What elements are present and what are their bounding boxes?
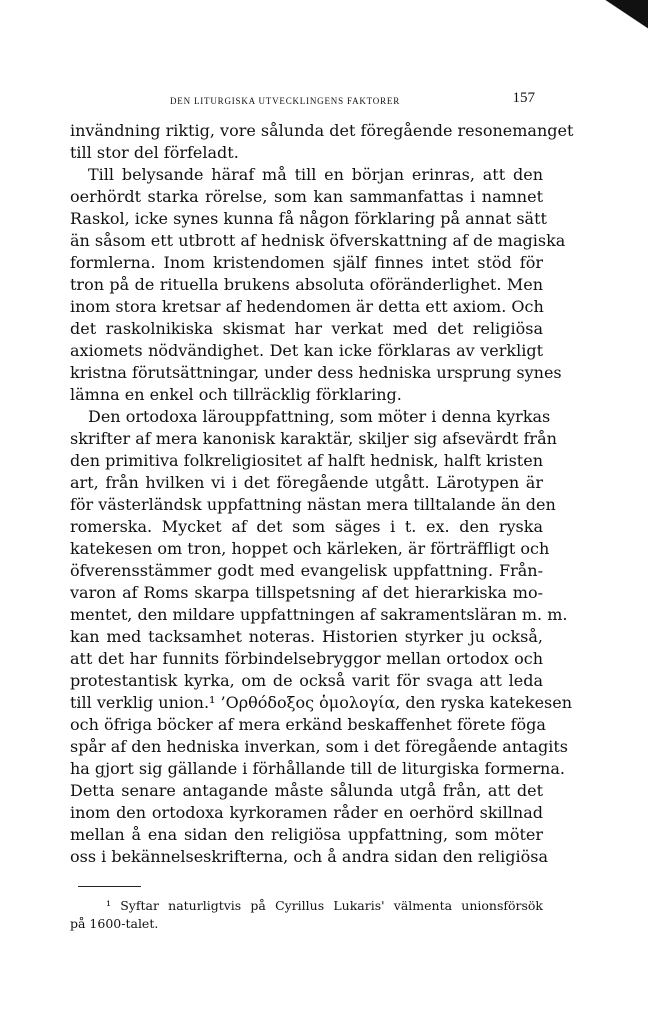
- text-line: romerska. Mycket af det som säges i t. ex. den ryska: [70, 517, 543, 536]
- text-line: till verklig union.¹ ’Ορθόδοξος ὁμολογία, den ryska katekesen: [70, 693, 573, 712]
- text-line: ha gjort sig gällande i förhållande till de liturgiska formerna.: [70, 759, 565, 778]
- text-line: formlerna. Inom kristendomen själf finnes intet stöd för: [70, 253, 543, 272]
- text-line: Till belysande häraf må till en början erinras, att den: [88, 165, 543, 184]
- text-line: mentet, den mildare uppfattningen af sakramentsläran m. m.: [70, 605, 568, 624]
- text-line: spår af den hedniska inverkan, som i det föregående antagits: [70, 737, 568, 756]
- text-line: katekesen om tron, hoppet och kärleken, är förträffligt och: [70, 539, 550, 558]
- text-line: och öfriga böcker af mera erkänd beskaffenhet förete föga: [70, 715, 546, 734]
- text-line: den primitiva folkreligiositet af halft hednisk, halft kristen: [70, 451, 543, 470]
- text-line: Detta senare antagande måste sålunda utgå från, att det: [70, 781, 543, 800]
- text-line: varon af Roms skarpa tillspetsning af det hierarkiska mo-: [70, 583, 543, 602]
- footnote: [70, 897, 543, 933]
- text-line: oss i bekännelseskrifterna, och å andra sidan den religiösa: [70, 847, 548, 866]
- text-line: inom den ortodoxa kyrkoramen råder en oerhörd skillnad: [70, 803, 543, 822]
- text-line: invändning riktig, vore sålunda det föregående resonemanget: [70, 121, 574, 140]
- book-page: [70, 90, 574, 933]
- text-line: skrifter af mera kanonisk karaktär, skiljer sig afsevärdt från: [70, 429, 557, 448]
- text-line: lämna en enkel och tillräcklig förklaring.: [70, 385, 402, 404]
- body-text: [70, 120, 574, 868]
- text-line: oerhördt starka rörelse, som kan sammanfattas i namnet: [70, 187, 543, 206]
- text-line: öfverensstämmer godt med evangelisk uppfattning. Från-: [70, 561, 543, 580]
- footnote-line: ¹ Syftar naturligtvis på Cyrillus Lukaris' välmenta unionsförsök: [106, 898, 543, 913]
- text-line: Raskol, icke synes kunna få någon förklaring på annat sätt: [70, 209, 547, 228]
- text-line: axiomets nödvändighet. Det kan icke förklaras av verkligt: [70, 341, 543, 360]
- text-line: Den ortodoxa lärouppfattning, som möter i denna kyrkas: [88, 407, 551, 426]
- text-line: till stor del förfeladt.: [70, 143, 239, 162]
- footnote-rule: [78, 886, 141, 887]
- text-line: det raskolnikiska skismat har verkat med det religiösa: [70, 319, 543, 338]
- text-line: art, från hvilken vi i det föregående utgått. Lärotypen är: [70, 473, 543, 492]
- text-line: tron på de rituella brukens absoluta oföränderlighet. Men: [70, 275, 543, 294]
- text-line: protestantisk kyrka, om de också varit för svaga att leda: [70, 671, 543, 690]
- footnote-line: på 1600-talet.: [70, 916, 159, 931]
- text-line: kan med tacksamhet noteras. Historien styrker ju också,: [70, 627, 543, 646]
- running-head: DEN LITURGISKA UTVECKLINGENS FAKTORER: [170, 96, 401, 106]
- page-header: [70, 90, 543, 112]
- text-line: att det har funnits förbindelsebryggor mellan ortodox och: [70, 649, 543, 668]
- text-line: inom stora kretsar af hedendomen är detta ett axiom. Och: [70, 297, 544, 316]
- text-line: än såsom ett utbrott af hednisk öfverskattning af de magiska: [70, 231, 566, 250]
- scan-corner-shadow: [588, 0, 648, 40]
- text-line: mellan å ena sidan den religiösa uppfattning, som möter: [70, 825, 543, 844]
- text-line: för västerländsk uppfattning nästan mera tilltalande än den: [70, 495, 556, 514]
- text-line: kristna förutsättningar, under dess hedniska ursprung synes: [70, 363, 562, 382]
- page-number: 157: [512, 90, 535, 106]
